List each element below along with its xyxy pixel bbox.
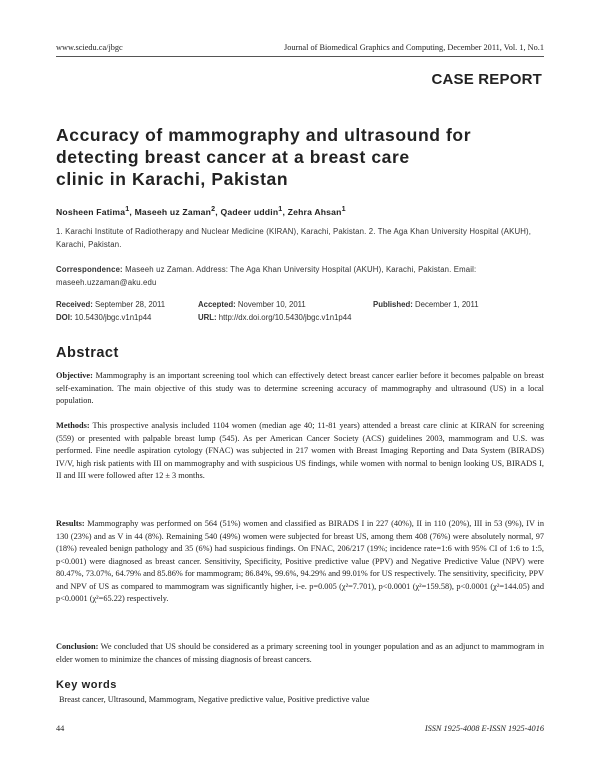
doi-value[interactable]: 10.5430/jbgc.v1n1p44	[72, 312, 152, 322]
url-value[interactable]: http://dx.doi.org/10.5430/jbgc.v1n1p44	[216, 312, 352, 322]
abstract-methods	[56, 420, 544, 483]
correspondence	[56, 264, 544, 289]
journal-url[interactable]: www.sciedu.ca/jbgc	[56, 43, 123, 52]
results-label: Results:	[56, 519, 85, 528]
author-affiliation-mark: 1	[278, 205, 283, 213]
objective-label: Objective:	[56, 371, 93, 380]
published-label: Published:	[373, 300, 413, 309]
accepted-label: Accepted:	[198, 300, 236, 309]
keywords-heading: Key words	[56, 679, 118, 691]
objective-text: Mammography is an important screening tool which can effectively detect breast cancer earlier before it becomes palpable on breast self-examination. The main objective of this study was to determine screening accuracy of mammography and ultrasound (US) in a local population.	[56, 371, 544, 405]
received-label: Received:	[56, 300, 93, 309]
author-list: Nosheen Fatima$^1$, Maseeh uz Zaman$^2$, Qadeer uddin$^1$, Zehra Ahsan$^1$	[56, 205, 346, 217]
section-label: CASE REPORT	[431, 71, 542, 88]
received-date: September 28, 2011	[92, 300, 166, 309]
abstract-heading: Abstract	[56, 345, 119, 361]
conclusion-label: Conclusion:	[56, 642, 99, 651]
article-dates	[56, 299, 544, 324]
page-number: 44	[56, 724, 65, 733]
author-name: Qadeer uddin	[220, 206, 279, 217]
title-line: clinic in Karachi, Pakistan	[56, 169, 289, 189]
url-label: URL:	[198, 312, 217, 322]
article-title	[56, 124, 476, 190]
journal-citation: Journal of Biomedical Graphics and Computing, December 2011, Vol. 1, No.1	[283, 43, 544, 52]
abstract-results	[56, 518, 544, 606]
abstract-conclusion	[56, 641, 544, 666]
doi-label: DOI:	[56, 312, 73, 322]
keywords-list: Breast cancer, Ultrasound, Mammogram, Negative predictive value, Positive predictive value	[59, 695, 370, 704]
author-affiliation-mark: 2	[211, 205, 216, 213]
author-affiliation-mark: 1	[341, 205, 346, 213]
author-affiliation-mark: 1	[125, 205, 130, 213]
author-name: Zehra Ahsan	[287, 206, 342, 217]
author-name: Maseeh uz Zaman	[134, 206, 212, 217]
abstract-objective	[56, 370, 544, 408]
issn: ISSN 1925-4008 E-ISSN 1925-4016	[424, 724, 544, 733]
correspondence-label: Correspondence:	[56, 265, 123, 274]
accepted-date: November 10, 2011	[235, 300, 306, 309]
header-divider	[56, 56, 544, 57]
correspondence-text: Maseeh uz Zaman. Address: The Aga Khan University Hospital (AKUH), Karachi, Pakistan. Email: maseeh.uzzaman@aku.edu	[56, 265, 477, 287]
published-date: December 1, 2011	[412, 300, 479, 309]
conclusion-text: We concluded that US should be considered as a primary screening tool in younger population and as an adjunct to mammogram in elder women to minimize the chances of missing diagnosis of breast cancers.	[56, 642, 544, 664]
results-text: Mammography was performed on 564 (51%) women and classified as BIRADS I in 227 (40%), II in 110 (20%), III in 53 (9%), IV in 130 (23%) and as V in 44 (8%). Remaining 540 (49%) women were subjected for breast US, among them 408 (76%) were absolutely normal, 97 (18%) revealed benign pathology and 35 (6%) had suspicious findings. On FNAC, 206/217 (19%; incidence rate=1:6 with 95% CI of 1:6 to 1:5, p<0.001) were diagnosed as breast cancer. Sensitivity, Specificity, Positive predictive value (PPV) and Negative Predictive Value (NPV) were 80.47%, 73.07%, 64.79% and 85.86% for mammogram; 86.84%, 99.6%, 94.29% and 99.01% for US respectively. The sensitivity, specificity, PPV and NPV of US as compared to mammogram was significantly higher, i-e. p=0.005 (χ²=7.701), p<0.0001 (χ²=159.58), p<0.0001 (χ²=144.05) and p<0.0001 (χ²=65.22) respectively.	[56, 519, 544, 603]
author-name: Nosheen Fatima	[56, 206, 126, 217]
title-line: Accuracy of mammography and ultrasound for	[56, 125, 472, 145]
title-line: detecting breast cancer at a breast care	[56, 147, 410, 167]
affiliations: 1. Karachi Institute of Radiotherapy and Nuclear Medicine (KIRAN), Karachi, Pakistan. 2. The Aga Khan University Hospital (AKUH), Karachi, Pakistan.	[56, 227, 532, 249]
methods-label: Methods:	[56, 421, 90, 430]
methods-text: This prospective analysis included 1104 women (median age 40; 11-81 years) attended a breast care clinic at KIRAN for screening (559) or presented with palpable breast lump (545). As per American Cancer Society (ACS) guidelines 2003, mammogram and U.S. was performed. Fine needle aspiration cytology (FNAC) was subjected in 217 women with Breast Imaging Reporting and Data System (BIRADS) IV/V, high risk patients with III on mammography and with suspicious US findings, while women with normal to benign looking US, BIRADS I, II and III were followed after 12 ± 3 months.	[56, 421, 544, 480]
